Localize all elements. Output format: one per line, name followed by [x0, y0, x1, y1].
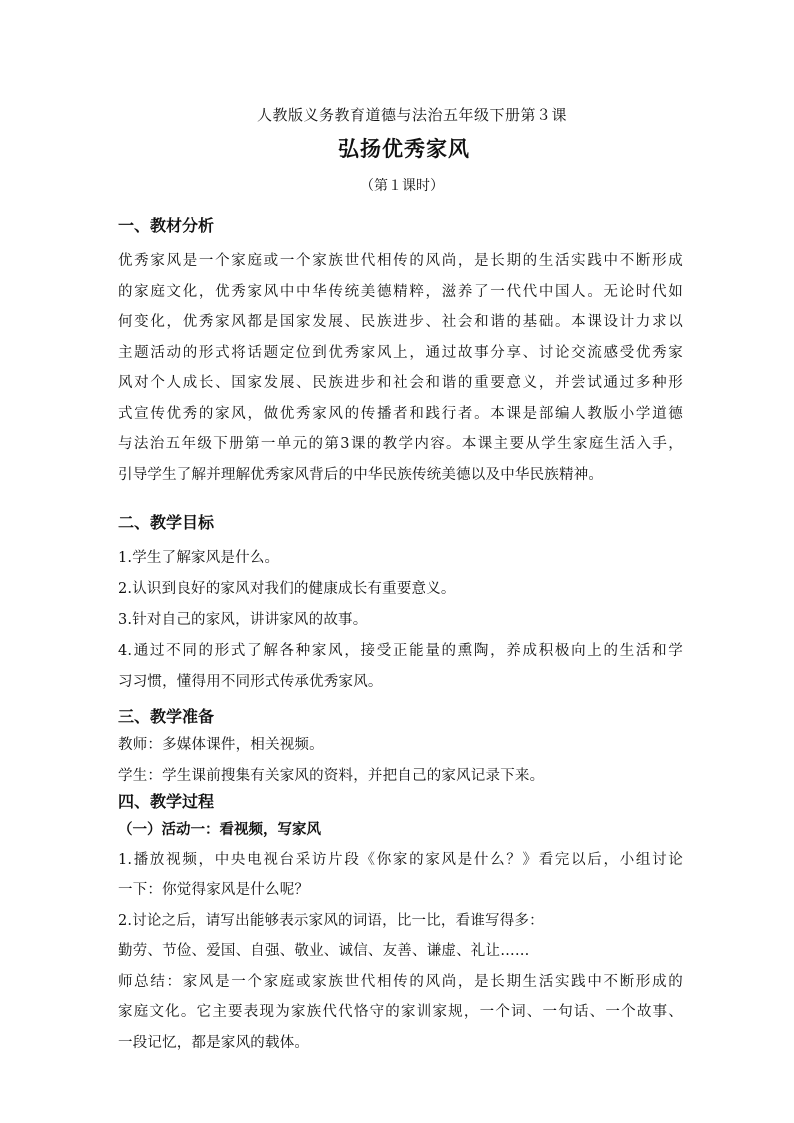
section-heading-analysis: 一、教材分析 — [118, 216, 215, 235]
process-line: 2.讨论之后，请写出能够表示家风的词语，比一比，看谁写得多： — [118, 913, 544, 929]
analysis-line: 式宣传优秀的家风，做优秀家风的传播者和践行者。本课是部编人教版小学道德 — [118, 406, 683, 422]
analysis-line: 主题活动的形式将话题定位到优秀家风上，通过故事分享、讨论交流感受优秀家 — [118, 345, 683, 361]
section-heading-preparation: 三、教学准备 — [118, 707, 215, 726]
process-line: 师总结：家风是一个家庭或家族世代相传的风尚，是长期生活实践中不断形成的 — [118, 974, 683, 990]
process-line: 1.播放视频，中央电视台采访片段《你家的家风是什么？》看完以后，小组讨论 — [118, 852, 683, 868]
process-line: 家庭文化。它主要表现为家族代代恪守的家训家规，一个词、一句话、一个故事、 — [118, 1004, 683, 1020]
analysis-line: 优秀家风是一个家庭或一个家族世代相传的风尚，是长期的生活实践中不断形成 — [118, 253, 683, 269]
page-title: 弘扬优秀家风 — [338, 136, 470, 161]
analysis-line: 何变化，优秀家风都是国家发展、民族进步、社会和谐的基础。本课设计力求以 — [118, 314, 683, 330]
goal-item: 4.通过不同的形式了解各种家风，接受正能量的熏陶，养成积极向上的生活和学 — [118, 643, 683, 659]
analysis-line: 的家庭文化，优秀家风中中华传统美德精粹，滋养了一代代中国人。无论时代如 — [118, 284, 683, 300]
process-line: 勤劳、节俭、爱国、自强、敬业、诚信、友善、谦虚、礼让…… — [118, 943, 530, 959]
lesson-period: （第１课时） — [360, 178, 444, 194]
activity-one-heading: （一）活动一：看视频，写家风 — [118, 821, 321, 838]
student-preparation: 学生：学生课前搜集有关家风的资料，并把自己的家风记录下来。 — [118, 768, 545, 784]
course-line: 人教版义务教育道德与法治五年级下册第３课 — [256, 106, 567, 124]
goal-item: 2.认识到良好的家风对我们的健康成长有重要意义。 — [118, 581, 456, 597]
section-heading-process: 四、教学过程 — [118, 792, 215, 811]
process-line: 一段记忆，都是家风的载体。 — [118, 1035, 310, 1051]
goal-item: 1.学生了解家风是什么。 — [118, 550, 280, 566]
analysis-line: 风对个人成长、国家发展、民族进步和社会和谐的重要意义，并尝试通过多种形 — [118, 375, 683, 391]
analysis-line: 引导学生了解并理解优秀家风背后的中华民族传统美德以及中华民族精神。 — [118, 467, 604, 483]
analysis-line: 与法治五年级下册第一单元的第3课的教学内容。本课主要从学生家庭生活入手， — [118, 436, 683, 452]
goal-item: 习习惯，懂得用不同形式传承优秀家风。 — [118, 674, 383, 690]
process-line: 一下：你觉得家风是什么呢？ — [118, 882, 310, 898]
teacher-preparation: 教师：多媒体课件，相关视频。 — [118, 737, 324, 753]
goal-item: 3.针对自己的家风，讲讲家风的故事。 — [118, 612, 368, 628]
section-heading-goals: 二、教学目标 — [118, 513, 215, 532]
